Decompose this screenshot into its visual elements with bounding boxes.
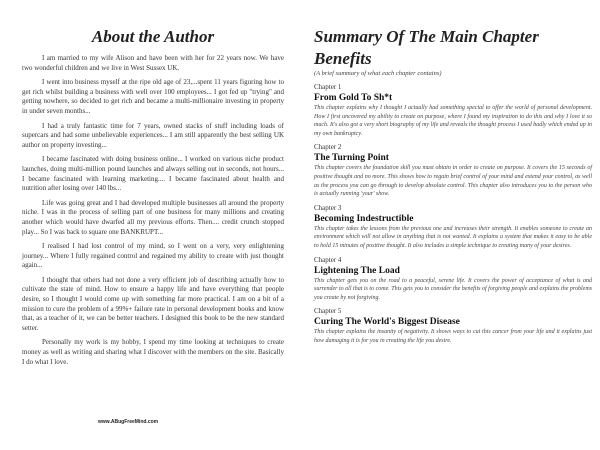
website-footer-link[interactable]: www.ABugFreeMind.com bbox=[98, 419, 159, 425]
chapter-description: This chapter covers the foundation skill you must obtain in order to create on purpose. It covers the 15 seconds of positive thought and no more. This shows how to regain brief control of your mind and extend your control, as well as the process you can go through to develop absolute control. This chapter also introduces you to the person who is actually running 'your' show. bbox=[314, 165, 592, 198]
chapter-label: Chapter 3 bbox=[314, 203, 342, 212]
chapter-title: Curing The World's Biggest Disease bbox=[314, 317, 460, 328]
chapter-2 bbox=[314, 143, 592, 198]
chapter-label: Chapter 5 bbox=[314, 307, 342, 316]
right-page bbox=[300, 0, 600, 450]
summary-subtitle: (A brief summary of what each chapter contains) bbox=[314, 70, 442, 77]
author-paragraph: I became fascinated with doing business online... I worked on various niche product launches, doing multi-million pound launches and always selling out in seconds, not hours... I became fascinated with learning marketing.... I became fascinated about health and nutrition after losing over 140 lbs... bbox=[22, 155, 284, 193]
author-paragraph: I realised I had lost control of my mind, so I went on a very, very enlightening journey... Where I fully regained control and regained my ability to create with just thought again... bbox=[22, 242, 284, 270]
chapter-1 bbox=[314, 83, 592, 138]
about-author-title: About the Author bbox=[91, 27, 215, 46]
author-paragraph: Personally my work is my hobby, I spend my time looking at techniques to create money as well as writing and sharing what I discover with the members on the site. Basically I do what I love. bbox=[22, 338, 284, 366]
chapter-label: Chapter 4 bbox=[314, 255, 342, 264]
summary-title: Summary Of The Main Chapter Benefits bbox=[314, 27, 539, 68]
chapter-title: From Gold To Sh*t bbox=[314, 93, 393, 103]
author-paragraph: I thought that others had not done a very efficient job of describing actually how to cultivate the state of mind. How to ensure a happy life and have everything that people desire, so I thought I would come up with something far more practical. I am on a bit of a mission to cure the problem of a 99%+ failure rate in personal development books and know that, as a teacher of it, we can be better teachers. I designed this book to be the new standard setter. bbox=[22, 275, 284, 332]
author-paragraph: I am married to my wife Alison and have been with her for 22 years now. We have two wonderful children and we live in West Sussex UK. bbox=[22, 54, 284, 72]
chapter-label: Chapter 2 bbox=[314, 143, 342, 152]
chapter-description: This chapter explains the insanity of negativity. It shows ways to cut this cancer from your life and it explains just how damaging it is for you in creating the life you desire. bbox=[314, 329, 592, 344]
chapter-5 bbox=[314, 307, 592, 345]
chapter-description: This chapter takes the lessons from the previous one and increases their strength. It enables someone to create an environment which will not allow in anything that is not wanted. It explains a system that makes it easy to be able to hold 15 minutes of positive thought. It also includes a simple technique to creating many of your desires. bbox=[314, 225, 592, 249]
author-paragraph: Life was going great and I had developed multiple businesses all around the property niche. I was in the process of selling part of one business for many millions and creating another which would have dwarfed all my previous efforts. Then.... credit crunch stopped play... So I was back to square one BANKRUPT... bbox=[22, 198, 284, 236]
chapter-description: This chapter explains why I thought I actually had something special to offer the world of personal development. How I first uncovered my ability to create on purpose, where I found my inspiration to do this and why I love it so much. It's also got a very short biography of my life and reveals the thought process I used badly which ended up in my own bankruptcy. bbox=[314, 105, 592, 137]
author-paragraph: I went into business myself at the ripe old age of 23,...spent 11 years figuring how to get rich whilst building a business with well over 100 employees... I got fed up "trying" and getting nowhere, so decided to get rich and became a multi-millionaire investing in property in under seven months... bbox=[22, 78, 284, 115]
chapter-title: Becoming Indestructible bbox=[314, 213, 414, 224]
chapter-3 bbox=[314, 204, 592, 251]
chapter-label: Chapter 1 bbox=[314, 83, 342, 91]
author-paragraph: I had a truly fantastic time for 7 years, owned stacks of stuff including loads of supercars and had some unbelievable experiences... I am still apparently the best selling UK author on property investing... bbox=[22, 121, 284, 149]
chapter-title: Lightening The Load bbox=[314, 265, 400, 276]
chapter-4 bbox=[314, 256, 592, 303]
chapter-title: The Turning Point bbox=[314, 153, 389, 164]
chapter-description: This chapter gets you on the road to a peaceful, serene life. It covers the power of acceptance of what is and surrender to all that is to come. This gets you to consider the benefits of forgiving people and explains the problems you create by not forgiving. bbox=[314, 277, 592, 301]
